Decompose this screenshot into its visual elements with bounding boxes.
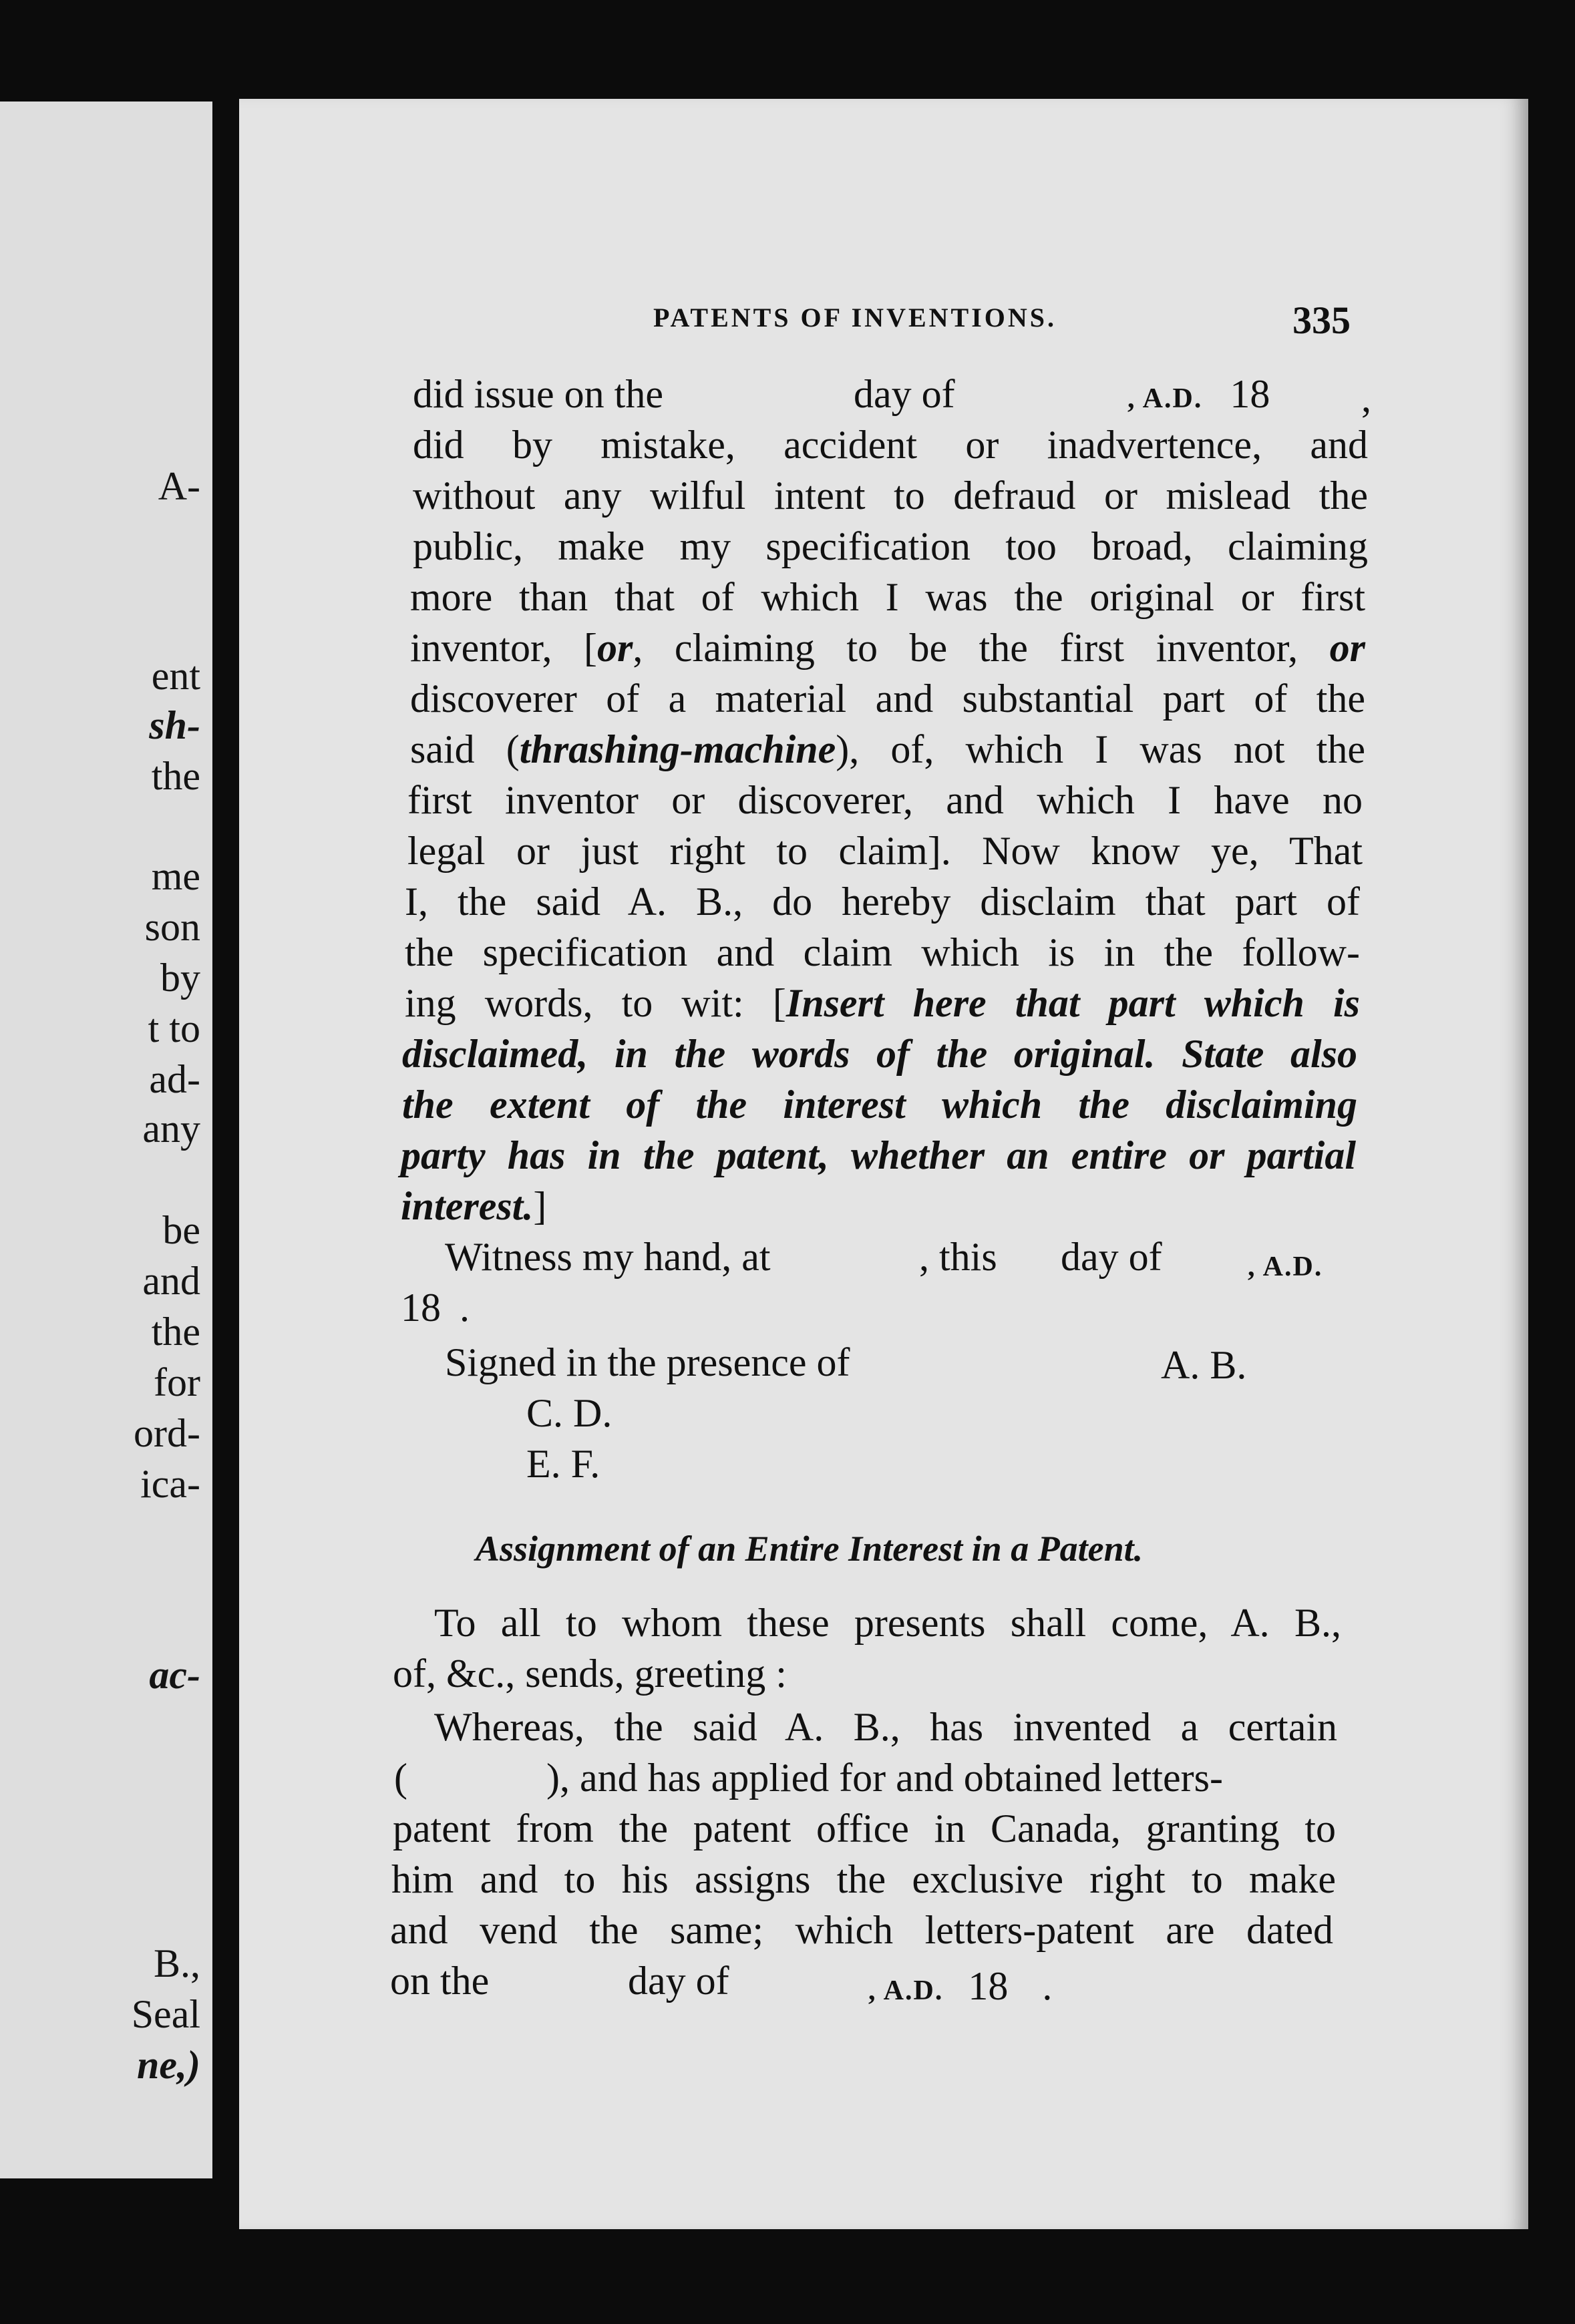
assignment-line: To all to whom these presents shall come, A. B., <box>434 1601 1341 1645</box>
text-run: , claiming to be the first inventor, <box>633 626 1298 670</box>
assignment-line: of, &c., sends, greeting : <box>393 1652 787 1696</box>
left-page-fragment: Seal <box>131 1992 200 2036</box>
left-page-fragment: for <box>154 1360 200 1404</box>
italic-text: or <box>597 626 633 670</box>
text-run: said ( <box>410 727 520 771</box>
left-page-fragment: A- <box>158 464 200 508</box>
body-line <box>405 983 1360 1023</box>
body-line: public, make my specification too broad, claiming <box>413 524 1368 568</box>
witness-name: E. F. <box>526 1442 600 1486</box>
left-page-fragment: ica- <box>140 1462 200 1506</box>
italic-text: interest. <box>401 1184 534 1228</box>
text-run: 18 <box>968 1964 1009 2008</box>
text-run: inventor, [ <box>410 626 598 670</box>
left-page-fragment: by <box>160 956 200 1000</box>
text-run: day of <box>854 372 955 416</box>
italic-text: Insert here that part which is <box>785 981 1360 1025</box>
assignment-line <box>868 1966 1052 2006</box>
text-run: ] <box>533 1184 547 1228</box>
left-page-fragment: ad- <box>149 1057 200 1101</box>
text-run: did issue on the <box>413 372 663 416</box>
body-line: did by mistake, accident or inadvertence, and <box>413 423 1368 467</box>
body-line: party has in the patent, whether an entire or partial <box>401 1133 1356 1177</box>
left-page-fragment: B., <box>153 1941 200 1985</box>
left-page-fragment: the <box>151 1310 200 1354</box>
text-run: Witness my hand, at <box>445 1235 771 1279</box>
body-line: first inventor or discoverer, and which I have no <box>407 778 1363 822</box>
assignment-line <box>394 1758 407 1798</box>
text-run: ), of, which I was not the <box>836 727 1365 771</box>
witness-line <box>1248 1242 1323 1282</box>
body-line <box>1127 374 1270 414</box>
book-spine-gutter <box>212 93 239 2231</box>
left-page-fragment: and <box>142 1259 200 1303</box>
text-run: ( <box>394 1756 407 1800</box>
left-page-fragment: ord- <box>134 1411 200 1455</box>
body-line <box>401 1186 546 1226</box>
small-caps-text: , A.D. <box>1248 1251 1323 1282</box>
assignment-line: Whereas, the said A. B., has invented a certain <box>434 1705 1337 1749</box>
assignment-line <box>546 1758 1223 1798</box>
witness-name: C. D. <box>526 1391 612 1435</box>
left-page-fragment: ent <box>151 654 200 698</box>
text-run: . <box>1042 1964 1053 2008</box>
text-run: day of <box>1061 1235 1162 1279</box>
assignment-line: patent from the patent office in Canada, granting to <box>393 1806 1336 1851</box>
italic-text: thrashing-machine <box>519 727 836 771</box>
body-line: disclaimed, in the words of the original. State also <box>402 1032 1357 1076</box>
assignment-line: and vend the same; which letters-patent are dated <box>390 1908 1333 1952</box>
signer-name: A. B. <box>1161 1343 1247 1387</box>
running-header: PATENTS OF INVENTIONS. <box>653 303 1057 333</box>
left-page-fragment: me <box>151 854 200 898</box>
text-run: , this <box>919 1235 997 1279</box>
body-line: the extent of the interest which the disclaiming <box>402 1083 1357 1127</box>
section-heading: Assignment of an Entire Interest in a Patent. <box>476 1529 1144 1569</box>
small-caps-text: , A.D. <box>868 1975 944 2006</box>
left-page-fragment: t to <box>148 1006 200 1050</box>
body-line <box>413 374 663 414</box>
assignment-line: on the <box>390 1959 490 2003</box>
text-run: ), and has applied for and obtained letters- <box>546 1756 1223 1800</box>
left-page-fragment: ac- <box>149 1653 200 1697</box>
body-line: I, the said A. B., do hereby disclaim that part of <box>405 880 1360 924</box>
text-run: 18 <box>1230 372 1270 416</box>
body-line: more than that of which I was the original or first <box>410 575 1365 619</box>
witness-line <box>1061 1237 1162 1277</box>
left-facing-page <box>0 102 212 2178</box>
body-line <box>410 628 1365 668</box>
left-page-fragment: son <box>144 905 200 949</box>
body-line: the specification and claim which is in the follow- <box>405 930 1360 974</box>
left-page-fragment: be <box>162 1208 200 1252</box>
body-line: legal or just right to claim]. Now know ye, That <box>407 829 1363 873</box>
body-line: without any wilful intent to defraud or mislead the <box>413 473 1368 518</box>
text-run: ing words, to wit: [ <box>405 981 786 1025</box>
left-page-fragment: any <box>142 1107 200 1151</box>
assignment-line: him and to his assigns the exclusive right to make <box>391 1857 1336 1901</box>
body-line <box>1361 378 1371 418</box>
text-run: . <box>460 1286 470 1330</box>
body-line: discoverer of a material and substantial part of the <box>410 676 1365 721</box>
small-caps-text: , A.D. <box>1127 383 1203 414</box>
left-page-fragment: ne,) <box>137 2043 200 2087</box>
text-run: , <box>1361 376 1371 420</box>
witness-line <box>919 1237 997 1277</box>
witness-line <box>445 1237 771 1277</box>
italic-text: or <box>1329 626 1365 670</box>
body-line <box>854 374 955 414</box>
text-run: 18 <box>401 1286 441 1330</box>
signed-line: Signed in the presence of <box>445 1340 850 1384</box>
left-page-fragment: sh- <box>149 703 200 747</box>
body-line <box>410 729 1365 769</box>
witness-line <box>401 1288 470 1328</box>
left-page-fragment: the <box>151 754 200 798</box>
page-number: 335 <box>1292 299 1351 342</box>
assignment-line: day of <box>628 1959 729 2003</box>
